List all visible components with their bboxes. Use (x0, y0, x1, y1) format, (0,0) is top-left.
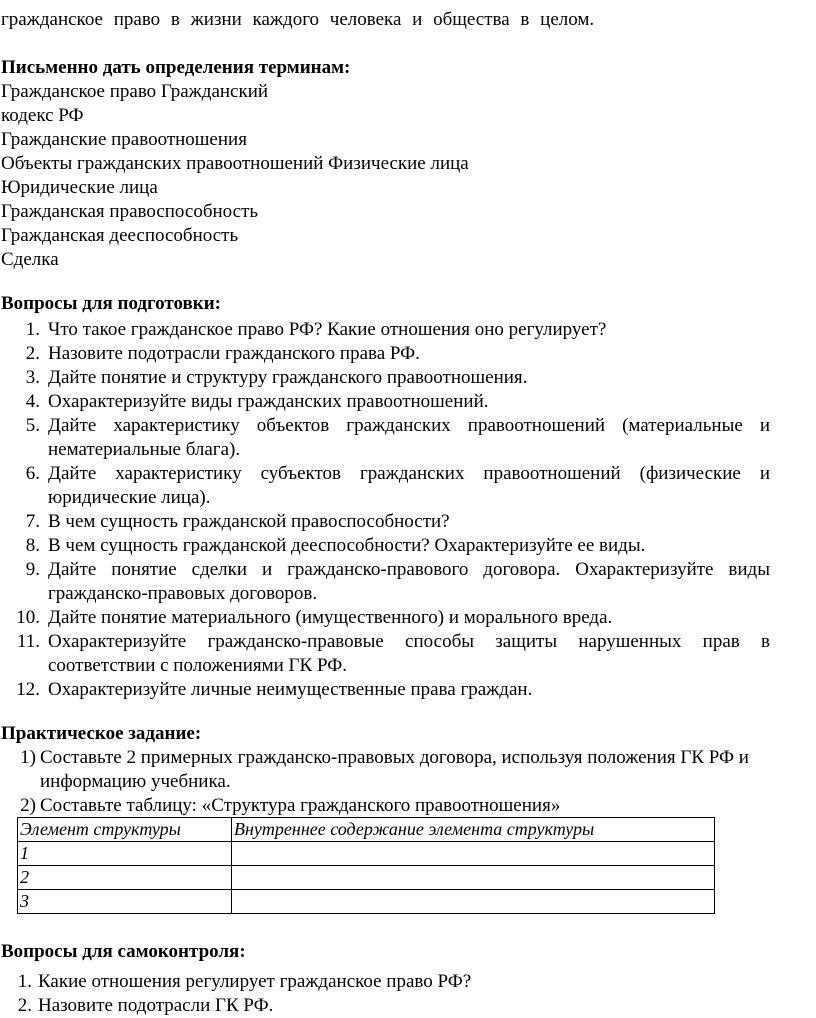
table-row (18, 866, 715, 890)
table-cell (232, 890, 715, 914)
list-item-text: Охарактеризуйте виды гражданских правоотношений. (48, 391, 489, 412)
intro-line: гражданское право в жизни каждого человека и общества в целом. (1, 9, 595, 30)
list-item-number: 2. (17, 995, 32, 1016)
term-line: Гражданская правоспособность (1, 201, 259, 222)
list-item-text: Назовите подотрасли ГК РФ. (38, 995, 274, 1016)
table-header-row (18, 818, 715, 842)
list-item-text: Какие отношения регулирует гражданское право РФ? (38, 971, 472, 992)
list-item-number: 1. (17, 971, 32, 992)
list-item-number: 1) (20, 747, 36, 768)
list-item-text: В чем сущность гражданской дееспособности? Охарактеризуйте ее виды. (48, 535, 646, 556)
term-line: Гражданские правоотношения (1, 129, 247, 150)
list-item-number: 12. (16, 679, 40, 700)
list-item-text: Охарактеризуйте личные неимущественные права граждан. (48, 679, 533, 700)
list-item-number: 10. (16, 607, 40, 628)
list-item-number: 3. (25, 367, 40, 388)
list-item-number: 7. (25, 511, 40, 532)
practice-heading: Практическое задание: (1, 723, 202, 744)
list-item-number: 2) (20, 795, 36, 816)
table-cell: 1 (18, 842, 232, 866)
table-cell (232, 842, 715, 866)
list-item-text: Дайте характеристику субъектов гражданских правоотношений (физические и юридические лица). (48, 463, 770, 508)
term-line: кодекс РФ (1, 105, 84, 126)
table-row (18, 842, 715, 866)
list-item-text: Назовите подотрасли гражданского права РФ. (48, 343, 420, 364)
list-item-number: 1. (25, 319, 40, 340)
term-line: Объекты гражданских правоотношений Физические лица (1, 153, 469, 174)
list-item-number: 2. (25, 343, 40, 364)
list-item-text: Охарактеризуйте гражданско-правовые способы защиты нарушенных прав в соответствии с положениями ГК РФ. (48, 631, 770, 676)
list-item-text: Дайте понятие сделки и гражданско-правового договора. Охарактеризуйте виды гражданско-правовых договоров. (48, 559, 770, 604)
prep-heading: Вопросы для подготовки: (1, 293, 222, 314)
table-cell: 3 (18, 890, 232, 914)
list-item-text: В чем сущность гражданской правоспособности? (48, 511, 450, 532)
term-line: Гражданское право Гражданский (1, 81, 269, 102)
task-text: Составьте 2 примерных гражданско-правовых договора, используя положения ГК РФ и информацию учебника. (40, 747, 749, 792)
structure-table (17, 817, 715, 914)
list-item-number: 9. (25, 559, 40, 580)
list-item-number: 6. (25, 463, 40, 484)
list-item-text: Дайте характеристику объектов гражданских правоотношений (материальные и нематериальные блага). (48, 415, 770, 460)
list-item-text: Дайте понятие материального (имущественного) и морального вреда. (48, 607, 613, 628)
list-item-number: 8. (25, 535, 40, 556)
list-item-number: 11. (16, 631, 40, 652)
list-item-text: Составьте таблицу: «Структура гражданского правоотношения» (40, 795, 561, 816)
term-line: Гражданская дееспособность (1, 225, 239, 246)
table-row (18, 890, 715, 914)
list-item-number: 5. (25, 415, 40, 436)
list-item-text: Что такое гражданское право РФ? Какие отношения оно регулирует? (48, 319, 607, 340)
list-item-text: Дайте понятие и структуру гражданского правоотношения. (48, 367, 528, 388)
term-line: Сделка (1, 249, 59, 270)
terms-heading: Письменно дать определения терминам: (1, 57, 351, 78)
table-header-cell: Элемент структуры (18, 818, 232, 842)
list-item-number: 4. (25, 391, 40, 412)
selfcheck-heading: Вопросы для самоконтроля: (1, 941, 246, 962)
table-cell (232, 866, 715, 890)
table-cell: 2 (18, 866, 232, 890)
list-item-text (40, 746, 780, 794)
table-header-cell: Внутреннее содержание элемента структуры (232, 818, 715, 842)
term-line: Юридические лица (1, 177, 158, 198)
